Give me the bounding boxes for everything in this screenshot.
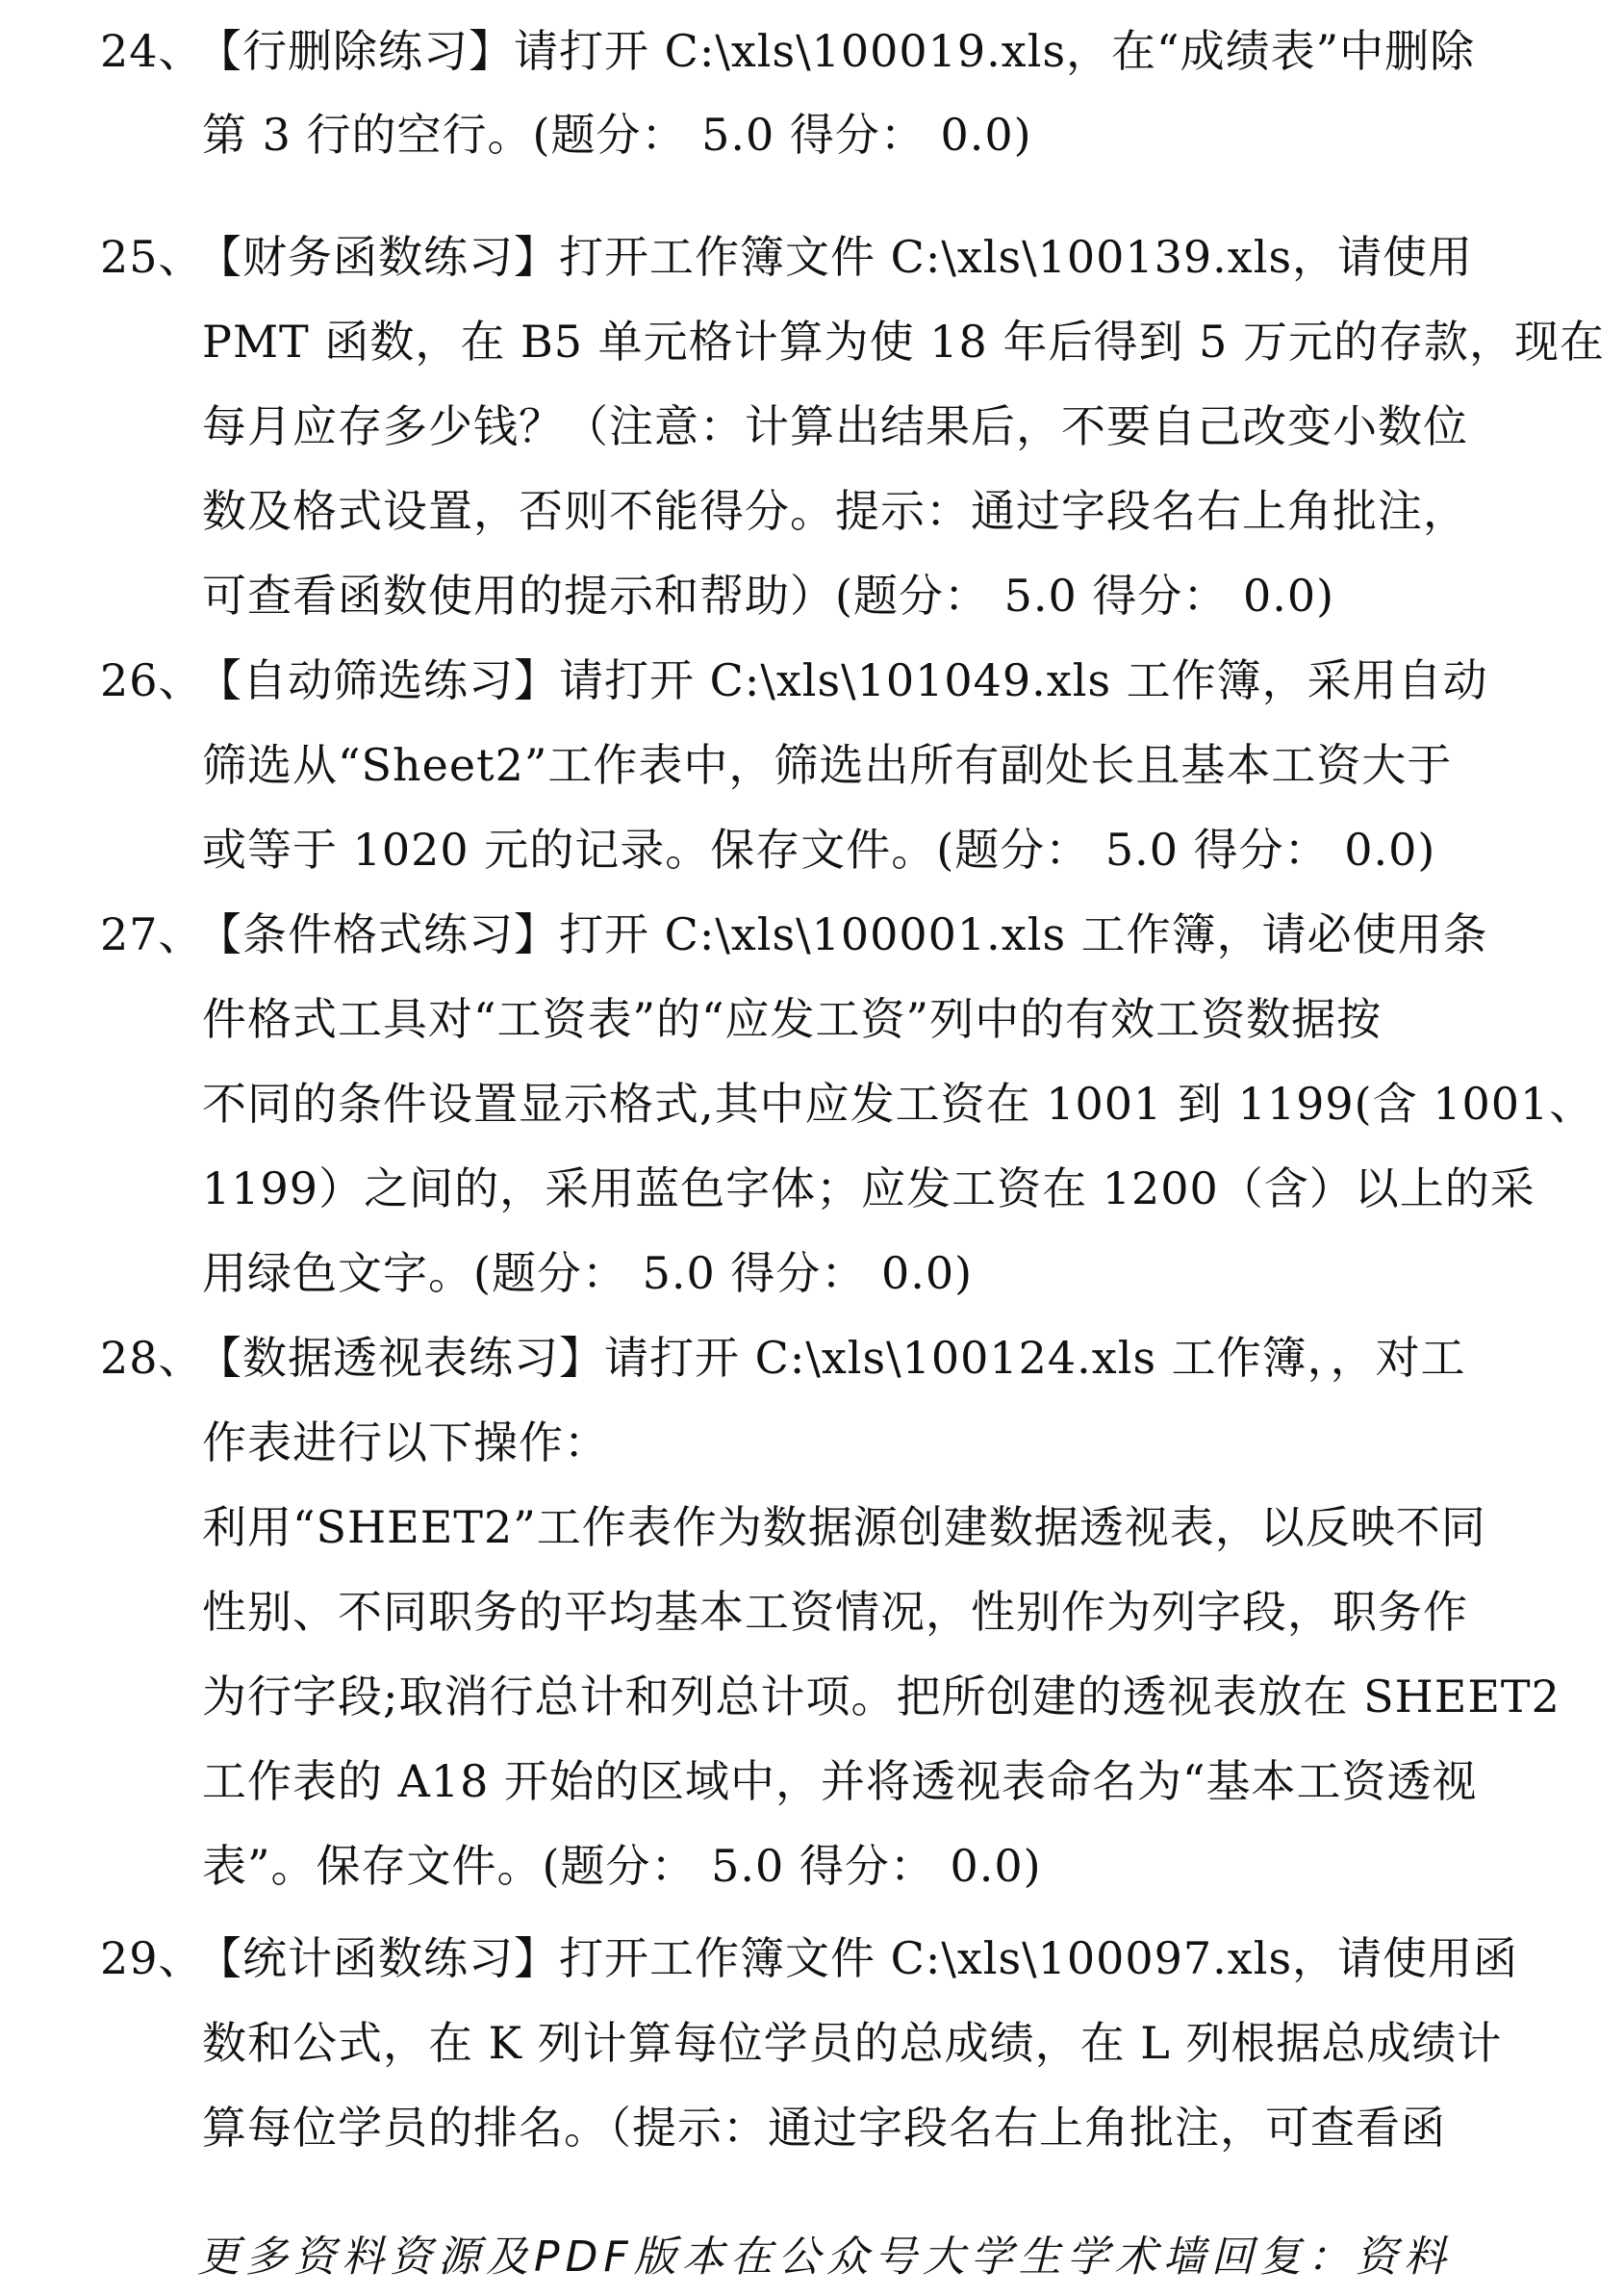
question-line: 算每位学员的排名。（提示：通过字段名右上角批注，可查看函 xyxy=(202,2102,1446,2154)
question-line: 【数据透视表练习】请打开 C:\xls\100124.xls 工作簿，，对工 xyxy=(197,1332,1466,1384)
question-line: 利用“SHEET2”工作表作为数据源创建数据透视表，以反映不同 xyxy=(202,1501,1486,1553)
question-line: 用绿色文字。(题分： 5.0 得分： 0.0) xyxy=(202,1247,974,1299)
question-line: 或等于 1020 元的记录。保存文件。(题分： 5.0 得分： 0.0) xyxy=(202,824,1436,876)
question-line: 不同的条件设置显示格式,其中应发工资在 1001 到 1199(含 1001、 xyxy=(202,1078,1595,1130)
question-line: 【自动筛选练习】请打开 C:\xls\101049.xls 工作簿，采用自动 xyxy=(197,654,1488,706)
question-number: 26、 xyxy=(100,654,204,706)
question-line: 数和公式，在 K 列计算每位学员的总成绩，在 L 列根据总成绩计 xyxy=(202,2017,1503,2069)
question-line: 工作表的 A18 开始的区域中，并将透视表命名为“基本工资透视 xyxy=(202,1755,1478,1807)
question-line: 1199）之间的，采用蓝色字体；应发工资在 1200（含）以上的采 xyxy=(202,1162,1535,1214)
footer-promo-text: 更多资料资源及PDF版本在公众号大学生学术墙回复：资料 xyxy=(197,2232,1452,2282)
question-number: 25、 xyxy=(100,231,204,283)
question-line: 筛选从“Sheet2”工作表中，筛选出所有副处长且基本工资大于 xyxy=(202,739,1453,791)
question-line: 可查看函数使用的提示和帮助）(题分： 5.0 得分： 0.0) xyxy=(202,570,1335,622)
question-line: 件格式工具对“工资表”的“应发工资”列中的有效工资数据按 xyxy=(202,993,1383,1045)
question-line: PMT 函数，在 B5 单元格计算为使 18 年后得到 5 万元的存款，现在 xyxy=(202,316,1605,368)
question-number: 27、 xyxy=(100,908,204,960)
question-number: 29、 xyxy=(100,1932,204,1984)
question-line: 为行字段;取消行总计和列总计项。把所创建的透视表放在 SHEET2 xyxy=(202,1671,1561,1722)
question-number: 28、 xyxy=(100,1332,204,1384)
question-line: 第 3 行的空行。(题分： 5.0 得分： 0.0) xyxy=(202,109,1032,161)
question-line: 【行删除练习】请打开 C:\xls\100019.xls，在“成绩表”中删除 xyxy=(197,25,1476,77)
question-line: 每月应存多少钱？（注意：计算出结果后，不要自己改变小数位 xyxy=(202,400,1468,452)
question-line: 作表进行以下操作： xyxy=(202,1416,609,1468)
question-line: 【财务函数练习】打开工作簿文件 C:\xls\100139.xls，请使用 xyxy=(197,231,1474,283)
question-number: 24、 xyxy=(100,25,204,77)
question-line: 表”。保存文件。(题分： 5.0 得分： 0.0) xyxy=(202,1840,1042,1892)
question-line: 【统计函数练习】打开工作簿文件 C:\xls\100097.xls，请使用函 xyxy=(197,1932,1519,1984)
question-line: 性别、不同职务的平均基本工资情况，性别作为列字段，职务作 xyxy=(202,1586,1468,1638)
question-line: 【条件格式练习】打开 C:\xls\100001.xls 工作簿，请必使用条 xyxy=(197,908,1488,960)
question-line: 数及格式设置，否则不能得分。提示：通过字段名右上角批注， xyxy=(202,485,1468,537)
